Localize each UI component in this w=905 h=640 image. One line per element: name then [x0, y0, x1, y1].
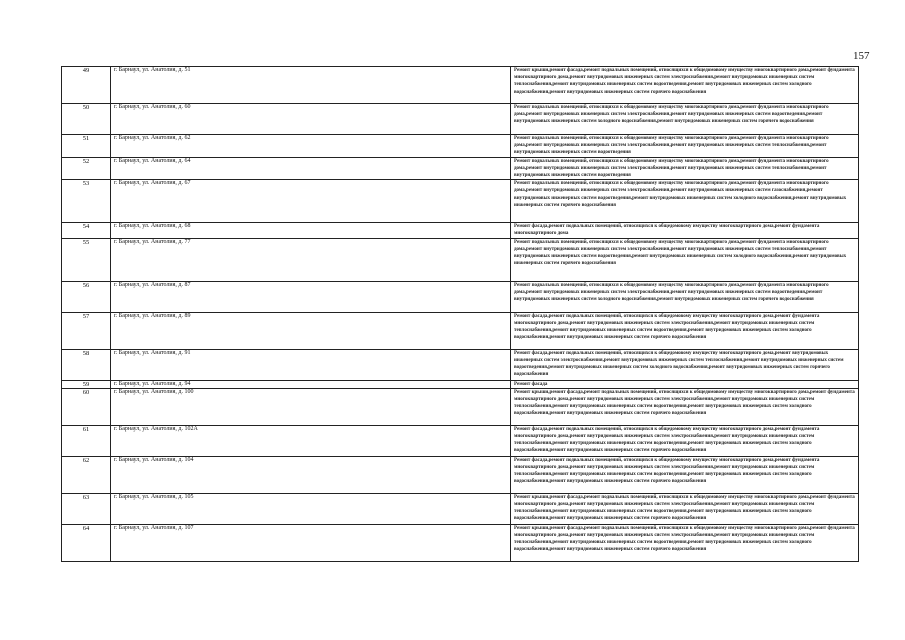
row-works: Ремонт фасада,ремонт подвальных помещений, относящихся к общедомовому имуществу многоквартирного дома,ремонт фундамента многоквартирного дома [511, 223, 859, 238]
row-address: г. Барнаул, ул. Анатолия, д. 107 [111, 524, 511, 561]
row-number: 50 [62, 104, 111, 135]
table-row [62, 67, 859, 104]
row-address: г. Барнаул, ул. Анатолия, д. 89 [111, 312, 511, 349]
row-number: 57 [62, 312, 111, 349]
row-address: г. Барнаул, ул. Анатолия, д. 64 [111, 157, 511, 180]
row-address: г. Барнаул, ул. Анатолия, д. 104 [111, 456, 511, 493]
table-row [62, 281, 859, 312]
row-works: Ремонт крыши,ремонт фасада,ремонт подвальных помещений, относящихся к общедомовому имуществу многоквартирного дома,ремонт фундамента многоквартирного дома,ремонт внутридомовых инженерных систем электроснабжения,ремонт внутридомовых инженерных систем теплоснабжения,ремонт внутридомовых инженерных систем водоотведения,ремонт внутридомовых инженерных систем холодного водоснабжения,ремонт внутридомовых инженерных систем горячего водоснабжения [511, 524, 859, 561]
table-row [62, 380, 859, 388]
row-works: Ремонт фасада,ремонт подвальных помещений, относящихся к общедомовому имуществу многоквартирного дома,ремонт фундамента многоквартирного дома,ремонт внутридомовых инженерных систем электроснабжения,ремонт внутридомовых инженерных систем теплоснабжения,ремонт внутридомовых инженерных систем водоотведения,ремонт внутридомовых инженерных систем холодного водоснабжения,ремонт внутридомовых инженерных систем горячего водоснабжения [511, 425, 859, 456]
row-address: г. Барнаул, ул. Анатолия, д. 87 [111, 281, 511, 312]
row-address: г. Барнаул, ул. Анатолия, д. 62 [111, 135, 511, 158]
row-number: 49 [62, 67, 111, 104]
register-table-body [62, 67, 859, 562]
row-works: Ремонт фасада [511, 380, 859, 388]
row-address: г. Барнаул, ул. Анатолия, д. 77 [111, 238, 511, 281]
row-number: 58 [62, 349, 111, 380]
row-works: Ремонт фасада,ремонт подвальных помещений, относящихся к общедомовому имуществу многоквартирного дома,ремонт фундамента многоквартирного дома,ремонт внутридомовых инженерных систем электроснабжения,ремонт внутридомовых инженерных систем теплоснабжения,ремонт внутридомовых инженерных систем водоотведения,ремонт внутридомовых инженерных систем холодного водоснабжения,ремонт внутридомовых инженерных систем горячего водоснабжения [511, 312, 859, 349]
table-row [62, 456, 859, 493]
row-number: 54 [62, 223, 111, 238]
row-address: г. Барнаул, ул. Анатолия, д. 67 [111, 180, 511, 223]
row-number: 63 [62, 493, 111, 524]
row-works: Ремонт подвальных помещений, относящихся к общедомовому имуществу многоквартирного дома,ремонт фундамента многоквартирного дома,ремонт внутридомовых инженерных систем электроснабжения,ремонт внутридомовых инженерных систем газоснабжения,ремонт внутридомовых инженерных систем водоотведения,ремонт внутридомовых инженерных систем холодного водоснабжения,ремонт внутридомовых инженерных систем горячего водоснабжения [511, 180, 859, 223]
row-number: 52 [62, 157, 111, 180]
row-address: г. Барнаул, ул. Анатолия, д. 60 [111, 104, 511, 135]
row-number: 55 [62, 238, 111, 281]
row-works: Ремонт крыши,ремонт фасада,ремонт подвальных помещений, относящихся к общедомовому имуществу многоквартирного дома,ремонт фундамента многоквартирного дома,ремонт внутридомовых инженерных систем электроснабжения,ремонт внутридомовых инженерных систем теплоснабжения,ремонт внутридомовых инженерных систем водоотведения,ремонт внутридомовых инженерных систем холодного водоснабжения,ремонт внутридомовых инженерных систем горячего водоснабжения [511, 67, 859, 104]
row-address: г. Барнаул, ул. Анатолия, д. 102А [111, 425, 511, 456]
row-number: 51 [62, 135, 111, 158]
row-works: Ремонт фасада,ремонт подвальных помещений, относящихся к общедомовому имуществу многоквартирного дома,ремонт внутридомовых инженерных систем электроснабжения,ремонт внутридомовых инженерных систем теплоснабжения,ремонт внутридомовых инженерных систем водоотведения,ремонт внутридомовых инженерных систем холодного водоснабжения,ремонт внутридомовых инженерных систем горячего водоснабжения [511, 349, 859, 380]
table-row [62, 349, 859, 380]
register-table [61, 66, 859, 562]
table-row [62, 223, 859, 238]
row-address: г. Барнаул, ул. Анатолия, д. 68 [111, 223, 511, 238]
row-address: г. Барнаул, ул. Анатолия, д. 105 [111, 493, 511, 524]
row-works: Ремонт подвальных помещений, относящихся к общедомовому имуществу многоквартирного дома,ремонт фундамента многоквартирного дома,ремонт внутридомовых инженерных систем электроснабжения,ремонт внутридомовых инженерных систем теплоснабжения,ремонт внутридомовых инженерных систем водоотведения,ремонт внутридомовых инженерных систем холодного водоснабжения,ремонт внутридомовых инженерных систем горячего водоснабжения [511, 238, 859, 281]
table-row [62, 135, 859, 158]
table-row [62, 157, 859, 180]
table-row [62, 104, 859, 135]
row-address: г. Барнаул, ул. Анатолия, д. 100 [111, 388, 511, 425]
row-works: Ремонт подвальных помещений, относящихся к общедомовому имуществу многоквартирного дома,ремонт фундамента многоквартирного дома,ремонт внутридомовых инженерных систем электроснабжения,ремонт внутридомовых инженерных систем теплоснабжения,ремонт внутридомовых инженерных систем водоотведения [511, 157, 859, 180]
table-row [62, 180, 859, 223]
row-number: 59 [62, 380, 111, 388]
row-address: г. Барнаул, ул. Анатолия, д. 51 [111, 67, 511, 104]
row-works: Ремонт фасада,ремонт подвальных помещений, относящихся к общедомовому имуществу многоквартирного дома,ремонт фундамента многоквартирного дома,ремонт внутридомовых инженерных систем электроснабжения,ремонт внутридомовых инженерных систем теплоснабжения,ремонт внутридомовых инженерных систем водоотведения,ремонт внутридомовых инженерных систем холодного водоснабжения,ремонт внутридомовых инженерных систем горячего водоснабжения [511, 456, 859, 493]
row-works: Ремонт подвальных помещений, относящихся к общедомовому имуществу многоквартирного дома,ремонт фундамента многоквартирного дома,ремонт внутридомовых инженерных систем электроснабжения,ремонт внутридомовых инженерных систем водоотведения,ремонт внутридомовых инженерных систем холодного водоснабжения,ремонт внутридомовых инженерных систем горячего водоснабжения [511, 104, 859, 135]
row-works: Ремонт крыши,ремонт фасада,ремонт подвальных помещений, относящихся к общедомовому имуществу многоквартирного дома,ремонт фундамента многоквартирного дома,ремонт внутридомовых инженерных систем электроснабжения,ремонт внутридомовых инженерных систем теплоснабжения,ремонт внутридомовых инженерных систем водоотведения,ремонт внутридомовых инженерных систем холодного водоснабжения,ремонт внутридомовых инженерных систем горячего водоснабжения [511, 493, 859, 524]
row-address: г. Барнаул, ул. Анатолия, д. 94 [111, 380, 511, 388]
row-address: г. Барнаул, ул. Анатолия, д. 91 [111, 349, 511, 380]
table-row [62, 493, 859, 524]
row-number: 64 [62, 524, 111, 561]
row-works: Ремонт подвальных помещений, относящихся к общедомовому имуществу многоквартирного дома,ремонт фундамента многоквартирного дома,ремонт внутридомовых инженерных систем электроснабжения,ремонт внутридомовых инженерных систем теплоснабжения,ремонт внутридомовых инженерных систем водоотведения [511, 135, 859, 158]
row-works: Ремонт подвальных помещений, относящихся к общедомовому имуществу многоквартирного дома,ремонт фундамента многоквартирного дома,ремонт внутридомовых инженерных систем электроснабжения,ремонт внутридомовых инженерных систем водоотведения,ремонт внутридомовых инженерных систем холодного водоснабжения,ремонт внутридомовых инженерных систем горячего водоснабжения [511, 281, 859, 312]
page-number: 157 [853, 50, 870, 62]
row-works: Ремонт крыши,ремонт фасада,ремонт подвальных помещений, относящихся к общедомовому имуществу многоквартирного дома,ремонт фундамента многоквартирного дома,ремонт внутридомовых инженерных систем электроснабжения,ремонт внутридомовых инженерных систем теплоснабжения,ремонт внутридомовых инженерных систем водоотведения,ремонт внутридомовых инженерных систем холодного водоснабжения,ремонт внутридомовых инженерных систем горячего водоснабжения [511, 388, 859, 425]
row-number: 60 [62, 388, 111, 425]
row-number: 53 [62, 180, 111, 223]
table-row [62, 425, 859, 456]
row-number: 62 [62, 456, 111, 493]
row-number: 56 [62, 281, 111, 312]
table-row [62, 238, 859, 281]
table-row [62, 524, 859, 561]
table-row [62, 312, 859, 349]
row-number: 61 [62, 425, 111, 456]
table-row [62, 388, 859, 425]
